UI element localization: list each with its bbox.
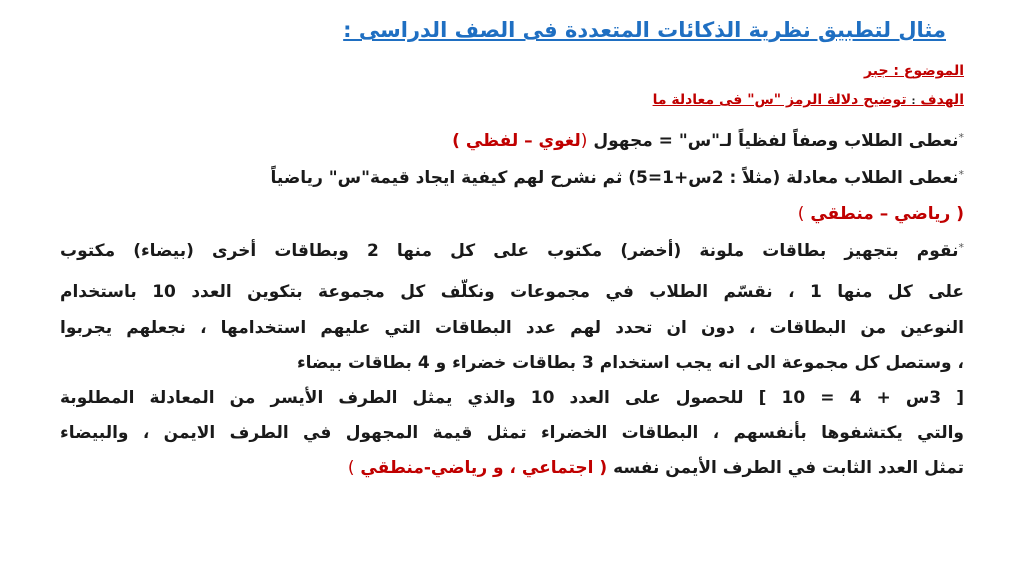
- goal-label: الهدف: [920, 92, 964, 108]
- goal-line: [653, 92, 964, 108]
- paragraph-3-line-3: النوعين من البطاقات ، دون ان تحدد لهم عدد البطاقات التي عليهم استخدامها ، نجعلهم يجربوا: [60, 318, 964, 338]
- slide-title: مثال لتطبيق نظرية الذكائات المتعددة فى الصف الدراسى :: [343, 18, 946, 42]
- bullet-mark: *: [958, 241, 964, 254]
- paragraph-3-line-1-text: نقوم بتجهيز بطاقات ملونة (أخضر) مكتوب على كل منها 2 وبطاقات أخرى (بيضاء) مكتوب: [60, 241, 959, 261]
- paragraph-2-tag: ( رياضي – منطقي: [810, 204, 964, 224]
- paragraph-3-line-6: والتي يكتشفوها بأنفسهم ، البطاقات الخضراء تمثل قيمة المجهول في الطرف الايمن ، والبيضاء: [60, 423, 964, 443]
- paragraph-3-line-7: [348, 458, 964, 478]
- paragraph-3-last-text: تمثل العدد الثابت في الطرف الأيمن نفسه: [613, 458, 964, 478]
- paragraph-1-tag-open: (: [580, 131, 588, 151]
- bullet-mark: *: [958, 168, 964, 181]
- paragraph-3-line-2: على كل منها 1 ، نقسّم الطلاب في مجموعات ونكلّف كل مجموعة بتكوين العدد 10 باستخدام: [60, 282, 964, 302]
- goal-text: توضيح دلالة الرمز "س" فى معادلة ما: [652, 92, 907, 108]
- paragraph-1-tag: لغوي – لفظي ): [452, 131, 581, 151]
- bullet-mark: *: [958, 131, 964, 144]
- paragraph-2-text: نعطى الطلاب معادلة (مثلاً : 2س+1=5) ثم نشرح لهم كيفية ايجاد قيمة"س" رياضياً: [270, 168, 959, 188]
- goal-colon: :: [911, 96, 916, 107]
- paragraph-2: [271, 168, 964, 188]
- paragraph-3-line-1: [60, 241, 964, 261]
- paragraph-3-line-4: ، وستصل كل مجموعة الى انه يجب استخدام 3 بطاقات خضراء و 4 بطاقات بيضاء: [296, 353, 964, 373]
- paragraph-3-line-5: [ 3س + 4 = 10 ] للحصول على العدد 10 والذي يمثل الطرف الأيسر من المعادلة المطلوبة: [60, 388, 964, 408]
- paragraph-2-tag-line: [798, 204, 964, 224]
- paragraph-3-tag-close: ): [347, 458, 355, 478]
- paragraph-1: [452, 131, 964, 151]
- paragraph-3-tag: ( اجتماعي ، و رياضي-منطقي: [360, 458, 608, 478]
- paragraph-2-tag-close: ): [797, 204, 805, 224]
- subject-line: الموضوع : جبر: [864, 63, 964, 79]
- paragraph-1-text: نعطى الطلاب وصفاً لفظياً لـ"س" = مجهول: [593, 131, 959, 151]
